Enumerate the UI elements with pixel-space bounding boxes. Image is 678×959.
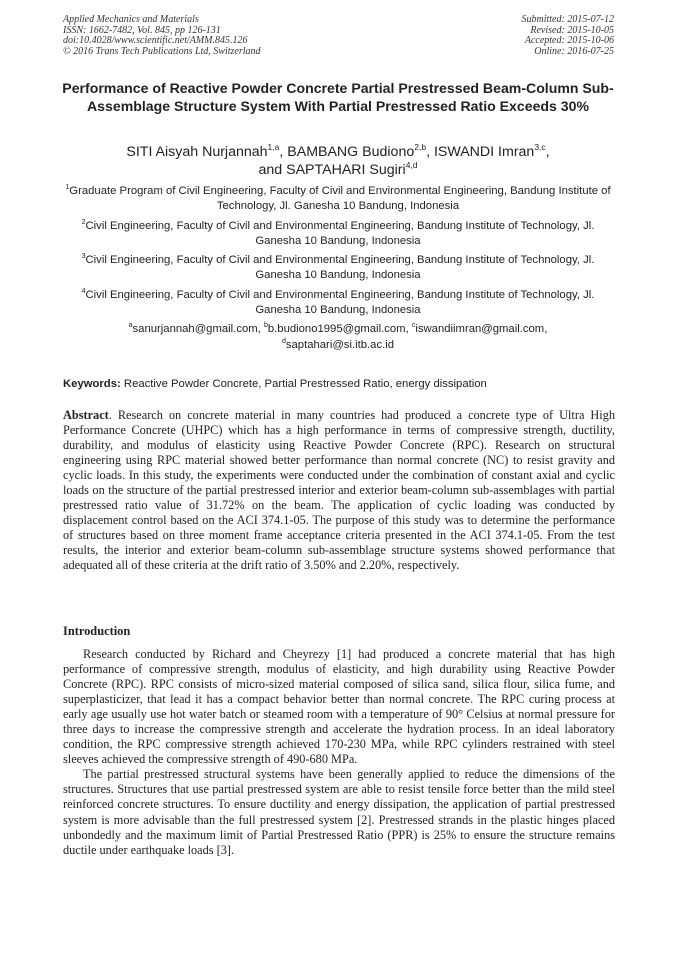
date-accepted: Accepted: 2015-10-06 bbox=[524, 35, 614, 47]
email-link[interactable]: iswandiimran@gmail.com bbox=[415, 323, 545, 336]
author-separator: , bbox=[545, 144, 550, 160]
affiliation-item bbox=[60, 184, 616, 215]
email-list: $^a$sanurjannah@gmail.com, $^b$b.budiono1995@gmail.com, $^c$iswandiimran@gmail.com, $^d$saptahari@si.itb.ac.id bbox=[128, 322, 548, 351]
affiliation-text: Civil Engineering, Faculty of Civil and Environmental Engineering, Bandung Institute of Technology, Jl. Ganesha 10 Bandung, Indonesia bbox=[85, 254, 595, 282]
keywords-label: Keywords: bbox=[63, 378, 121, 390]
journal-name: Applied Mechanics and Materials bbox=[63, 14, 199, 25]
section-heading-introduction: Introduction bbox=[63, 624, 131, 638]
author-name: ISWANDI Imran bbox=[433, 144, 535, 160]
affiliation-text: Civil Engineering, Faculty of Civil and Environmental Engineering, Bandung Institute of Technology, Jl. Ganesha 10 Bandung, Indonesia bbox=[85, 288, 595, 317]
author-line-1 bbox=[60, 143, 616, 161]
author-affil-sup: 2,b bbox=[414, 142, 427, 152]
affiliation-list bbox=[60, 184, 616, 357]
paper-title: Performance of Reactive Powder Concrete Partial Prestressed Beam-Column Sub-Assemblage Structure System With Partial Prestressed Ratio Exceeds 30% bbox=[62, 80, 614, 114]
journal-header-left bbox=[63, 15, 261, 57]
abstract-text: . Research on concrete material in many countries had produced a concrete type of Ultra High Performance Concrete (UHPC) which has a high performance in terms of compressive strength, ductility, durability, and modulus of elasticity using Reactive Powder Concrete (RPC). Research on structural engineering using RPC material showed better performance than normal concrete (NC) to resist gravity and cyclic loads. In this study, the experiments were conducted under the combination of constant axial and cyclic loads on the structure of the partial prestressed interior and exterior beam-column sub-assemblages with partial prestressed ratio value of 31.72% on the beam. The application of cyclic loading was conducted by displacement control based on the ACI 374.1-05. The purpose of this study was to determine the performance of structures based on three moment frame acceptance criteria presented in the ACI 374.1-05. From the test results, the interior and exterior beam-column sub-assemblage structure systems showed performance that adequated all of these criteria at the drift ratio of 3.50% and 2.20%, respectively. bbox=[63, 408, 615, 573]
author-affil-sup: 1,a bbox=[267, 142, 280, 152]
journal-doi: doi:10.4028/www.scientific.net/AMM.845.126 bbox=[63, 35, 248, 47]
affiliation-number: 4 bbox=[81, 287, 86, 295]
author-name: SITI Aisyah Nurjannah bbox=[126, 144, 268, 160]
affiliation-text: Graduate Program of Civil Engineering, Faculty of Civil and Environmental Engineering, Bandung Institute of Technology, Jl. Ganesha 10 Bandung, Indonesia bbox=[69, 185, 611, 213]
paragraph: The partial prestressed structural systems have been generally applied to reduce the dimensions of the structures. Structures that use partial prestressed system are able to resist tensile force better than the mild steel reinforced concrete structures. To ensure ductility and energy dissipation, the application of partial prestressed system is more advisable than the full prestressed system [2]. Prestressed strands in the plastic hinges placed unbondedly and the maximum limit of Partial Prestressed Ratio (PPR) is 25% to ensure the structure remains ductile under earthquake loads [3]. bbox=[63, 767, 615, 857]
date-online: Online: 2016-07-25 bbox=[534, 45, 614, 57]
author-and: and bbox=[258, 162, 287, 178]
email-sup: d bbox=[281, 337, 286, 345]
email-link[interactable]: b.budiono1995@gmail.com bbox=[267, 323, 406, 336]
affiliation-item bbox=[60, 253, 616, 284]
abstract-label: Abstract bbox=[63, 408, 109, 422]
email-link[interactable]: sanurjannah@gmail.com bbox=[132, 323, 258, 336]
email-sup: b bbox=[263, 322, 268, 330]
email-sup: a bbox=[128, 322, 133, 330]
author-line-2 bbox=[60, 161, 616, 179]
email-link[interactable]: saptahari@si.itb.ac.id bbox=[285, 338, 395, 351]
author-separator: , bbox=[279, 144, 288, 160]
affiliation-item bbox=[60, 288, 616, 319]
introduction-body bbox=[63, 647, 615, 858]
author-list bbox=[60, 143, 616, 179]
author-separator: , bbox=[426, 144, 434, 160]
affiliation-number: 2 bbox=[81, 218, 86, 226]
date-revised: Revised: 2015-10-05 bbox=[530, 24, 614, 36]
abstract bbox=[63, 408, 615, 574]
affiliation-item bbox=[60, 219, 616, 250]
affiliation-number: 3 bbox=[81, 253, 86, 261]
journal-header-right bbox=[522, 15, 615, 57]
paragraph: Research conducted by Richard and Cheyrezy [1] had produced a concrete material that has high performance of compressive strength, modulus of elasticity, and high durability using Reactive Powder Concrete (RPC). RPC consists of micro-sized material composed of silica sand, silica flour, silica fume, and superplasticizer, that lead it has a compact behavior better than normal concrete. The RPC curing process at early age usually use hot water batch or steamed room with a temperature of 90° Celsius at normal pressure for three days to increase the compressive strength and accelerate the hydration process. In an ideal laboratory condition, the RPC compressive strength achieved 170-230 MPa, while RPC cylinders restrained with steel sleeves achieved the compressive strength of 490-680 MPa. bbox=[63, 647, 615, 767]
keywords-text: Reactive Powder Concrete, Partial Prestressed Ratio, energy dissipation bbox=[123, 378, 487, 390]
journal-copyright: © 2016 Trans Tech Publications Ltd, Switzerland bbox=[63, 45, 261, 57]
email-sup: c bbox=[411, 322, 416, 330]
keywords bbox=[63, 377, 615, 391]
affiliation-number: 1 bbox=[65, 184, 70, 191]
affiliation-text: Civil Engineering, Faculty of Civil and Environmental Engineering, Bandung Institute of Technology, Jl. Ganesha 10 Bandung, Indonesia bbox=[85, 219, 595, 247]
author-affil-sup: 4,d bbox=[405, 160, 418, 170]
author-affil-sup: 3,c bbox=[534, 142, 546, 152]
journal-issn: ISSN: 1662-7482, Vol. 845, pp 126-131 bbox=[63, 24, 221, 36]
date-submitted: Submitted: 2015-07-12 bbox=[521, 14, 614, 25]
author-name: BAMBANG Budiono bbox=[287, 144, 415, 160]
author-name: SAPTAHARI Sugiri bbox=[286, 162, 406, 178]
